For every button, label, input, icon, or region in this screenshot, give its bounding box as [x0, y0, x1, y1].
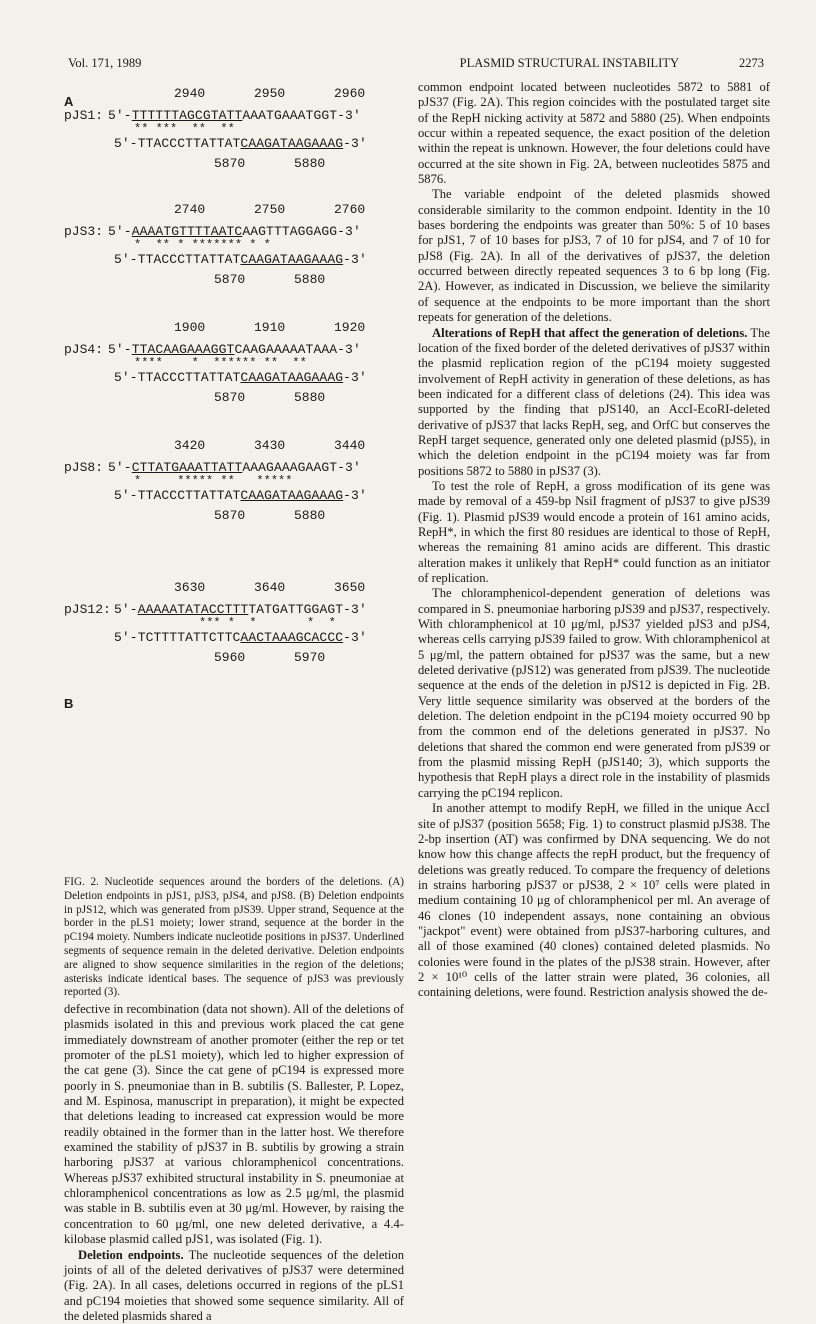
- identity-asterisks: ** *** ** **: [134, 122, 235, 136]
- volume-label: Vol. 171, 1989: [68, 56, 141, 71]
- plasmid-label: pJS1:: [64, 108, 103, 123]
- position-number: 3630: [174, 580, 205, 595]
- right-paragraph-4: To test the role of RepH, a gross modification of its gene was made by removal of a 459-bp NsiI fragment of pJS37 to give pJS39 (Fig. 1). Plasmid pJS39 would encode a protein of 161 amino acids, RepH*, in which the first 80 residues are identical to those of RepH, whereas the remaining 81 amino acids are different. This drastic alteration makes it unlikely that RepH* could function as an initiator of replication.: [418, 479, 770, 586]
- lower-strand: 5'-TTACCCTTATTATCAAGATAAGAAAG-3': [114, 370, 367, 385]
- left-paragraph-1: defective in recombination (data not shown). All of the deletions of plasmids isolated in this and previous work placed the cat gene immediately downstream of another promoter (either the rep or tet promoter of the pLS1 moiety), which led to higher expression of the cat gene (3). Since the cat gene of pC194 is expressed more poorly in S. pneumoniae than in B. subtilis (S. Ballester, P. Lopez, and M. Espinosa, manuscript in preparation), it might be expected that deletions leading to increased cat expression would be more readily obtained in the former than in the latter host. We therefore examined the stability of pJS37 in B. subtilis by growing a strain harboring pJS37 at various chloramphenicol concentrations. Whereas pJS37 exhibited structural instability in S. pneumoniae at chloramphenicol concentrations as low as 2.5 μg/ml, the plasmid was stable in B. subtilis even at 30 μg/ml. However, by raising the concentration to 60 μg/ml, one new deleted derivative, a 4.4-kilobase plasmid called pJS1, was isolated (Fig. 1).: [64, 1002, 404, 1248]
- position-number: 5970: [294, 650, 325, 665]
- position-number: 5880: [294, 156, 325, 171]
- upper-strand: 5'-CTTATGAAATTATTAAAGAAAGAAGT-3': [108, 460, 361, 475]
- position-number: 3640: [254, 580, 285, 595]
- right-paragraph-5: The chloramphenicol-dependent generation of deletions was compared in S. pneumoniae harboring pJS39 and pJS37, respectively. With chloramphenicol at 10 μg/ml, pJS37 yielded pJS3 and pJS4, whereas cells carrying pJS39 failed to grow. With chloramphenicol at 5 μg/ml, the pattern obtained for pJS37 was the same, but a new deleted derivative (pJS12) was generated from pJS39. The nucleotide sequence at the ends of the deletion in pJS12 is depicted in Fig. 2B. Very little sequence similarity was observed at the borders of the deletion. The deletion endpoint in the pC194 moiety occurred 90 bp from the common end of the deletions generated in pJS37. No deletions that shared the common end were generated from pJS39 or from the plasmid missing RepH (pJS140; 3), which supports the hypothesis that RepH plays a direct role in the instability of plasmids carrying the pC194 replicon.: [418, 586, 770, 801]
- position-number: 1900: [174, 320, 205, 335]
- upper-strand: 5'-AAAATGTTTTAATCAAGTTTAGGAGG-3': [108, 224, 361, 239]
- running-title: PLASMID STRUCTURAL INSTABILITY: [460, 56, 679, 71]
- position-number: 3440: [334, 438, 365, 453]
- upper-strand: 5'-TTACAAGAAAGGTCAAGAAAAATAAA-3': [108, 342, 361, 357]
- section-head-deletion-endpoints: Deletion endpoints.: [78, 1248, 184, 1262]
- panel-b-label: B: [64, 696, 73, 711]
- position-number: 1920: [334, 320, 365, 335]
- identity-asterisks: **** * ****** ** **: [134, 356, 307, 370]
- position-number: 5870: [214, 272, 245, 287]
- left-column: [64, 84, 404, 684]
- position-number: 2750: [254, 202, 285, 217]
- lower-strand: 5'-TTACCCTTATTATCAAGATAAGAAAG-3': [114, 136, 367, 151]
- identity-asterisks: * ** * ******* * *: [134, 238, 271, 252]
- lower-strand: 5'-TTACCCTTATTATCAAGATAAGAAAG-3': [114, 252, 367, 267]
- plasmid-label: pJS12:: [64, 602, 111, 617]
- plasmid-label: pJS4:: [64, 342, 103, 357]
- running-header: [68, 56, 764, 71]
- upper-strand: 5'-TTTTTTAGCGTATTAAATGAAATGGT-3': [108, 108, 361, 123]
- right-paragraph-6: In another attempt to modify RepH, we filled in the unique AccI site of pJS37 (position 5658; Fig. 1) to construct plasmid pJS38. The 2-bp insertion (AT) was confirmed by DNA sequencing. We do not know how this change affects the repH product, but the frequency of deletions was greatly reduced. To compare the frequency of deletions in strains harboring pJS37 or pJS38, 2 × 10⁷ cells were plated in medium containing 10 μg of chloramphenicol per ml. An average of 46 clones (10 independent assays, none containing an obvious "jackpot" event) were obtained from pJS37-harboring cultures, and all of those examined (40 clones) contained deleted plasmids. No colonies were found in the plates of the pJS38 strain. However, after 2 × 10¹⁰ cells of the latter strain were plated, 36 colonies, all containing deletions, were found. Restriction analysis showed the de-: [418, 801, 770, 1000]
- identity-asterisks: * ***** ** *****: [134, 474, 292, 488]
- position-number: 5870: [214, 390, 245, 405]
- position-number: 5870: [214, 156, 245, 171]
- right-paragraph-1: common endpoint located between nucleotides 5872 to 5881 of pJS37 (Fig. 2A). This region coincides with the postulated target site of the RepH nicking activity at 5872 and 5880 (25). When endpoints occur within a repeated sequence, the exact position of the deletion within the repeat is unknown. However, the four deletions could have occurred at the site shown in Fig. 2A, between nucleotides 5875 and 5876.: [418, 80, 770, 187]
- position-number: 5880: [294, 272, 325, 287]
- left-paragraph-2: [64, 1248, 404, 1324]
- position-number: 3420: [174, 438, 205, 453]
- lower-strand: 5'-TCTTTTATTCTTCAACTAAAGCACCC-3': [114, 630, 367, 645]
- figure-caption: FIG. 2. Nucleotide sequences around the borders of the deletions. (A) Deletion endpoints in pJS1, pJS3, pJS4, and pJS8. (B) Deletion endpoints in pJS12, which was generated from pJS39. Upper strand, Sequence at the border in the pLS1 moiety; lower strand, sequence at the border in the pC194 moiety. Numbers indicate nucleotide positions in pJS37. Underlined segments of sequence remain in the deleted derivative. Deletion endpoints are aligned to show sequence similarities in the region of the deletions; asterisks indicate identical bases. The sequence of pJS3 was previously reported (3).: [64, 876, 404, 1000]
- page-number: 2273: [739, 56, 764, 71]
- plasmid-label: pJS8:: [64, 460, 103, 475]
- position-number: 5880: [294, 390, 325, 405]
- figure-2: [64, 84, 404, 684]
- position-number: 2940: [174, 86, 205, 101]
- position-number: 2740: [174, 202, 205, 217]
- position-number: 2960: [334, 86, 365, 101]
- upper-strand: 5'-AAAAATATACCTTTTATGATTGGAGT-3': [114, 602, 367, 617]
- position-number: 3650: [334, 580, 365, 595]
- section-head-reph: Alterations of RepH that affect the generation of deletions.: [432, 326, 747, 340]
- position-number: 1910: [254, 320, 285, 335]
- plasmid-label: pJS3:: [64, 224, 103, 239]
- position-number: 5870: [214, 508, 245, 523]
- position-number: 2760: [334, 202, 365, 217]
- left-body-text: [64, 1002, 404, 1324]
- position-number: 3430: [254, 438, 285, 453]
- right-paragraph-3-text: The location of the fixed border of the deleted derivatives of pJS37 within the plasmid replication region of the pC194 moiety suggested involvement of RepH activity in generation of these deletions, as has been indicated for a different class of deletions (24). This idea was supported by the finding that pJS140, an AccI-EcoRI-deleted derivative of pJS37 that lacks RepH, seg, and OrfC but conserves the RepH target sequence, generated only one deleted plasmid (pJS5), in which the deletion endpoint in the pC194 moiety was far from positions 5872 to 5880 in pJS37 (3).: [418, 326, 770, 478]
- lower-strand: 5'-TTACCCTTATTATCAAGATAAGAAAG-3': [114, 488, 367, 503]
- position-number: 5960: [214, 650, 245, 665]
- panel-a-label: A: [64, 94, 73, 109]
- position-number: 2950: [254, 86, 285, 101]
- right-paragraph-2: The variable endpoint of the deleted plasmids showed considerable similarity to the common endpoint. Identity in the 10 bases bordering the endpoints was greater than 50%: 5 of 10 bases for pJS1, 7 of 10 bases for pJS3, 7 of 10 for pJS4, and 7 of 10 for pJS8 (Fig. 2A). In all of the derivatives of pJS37, the deletion occurred between directly repeated sequences 3 to 6 bp long (Fig. 2A). However, as indicated in Discussion, we believe the similarity of sequence at the endpoints to be more important than the short repeats for generation of the deletions.: [418, 187, 770, 325]
- identity-asterisks: *** * * * *: [199, 616, 336, 630]
- right-column: [418, 80, 770, 1001]
- right-paragraph-3: [418, 326, 770, 479]
- left-paragraph-2-text: The nucleotide sequences of the deletion joints of all of the deleted derivatives of pJS37 were determined (Fig. 2A). In all cases, deletions occurred in regions of the pLS1 and pC194 moieties that showed some sequence similarity. All of the deleted plasmids shared a: [64, 1248, 404, 1323]
- position-number: 5880: [294, 508, 325, 523]
